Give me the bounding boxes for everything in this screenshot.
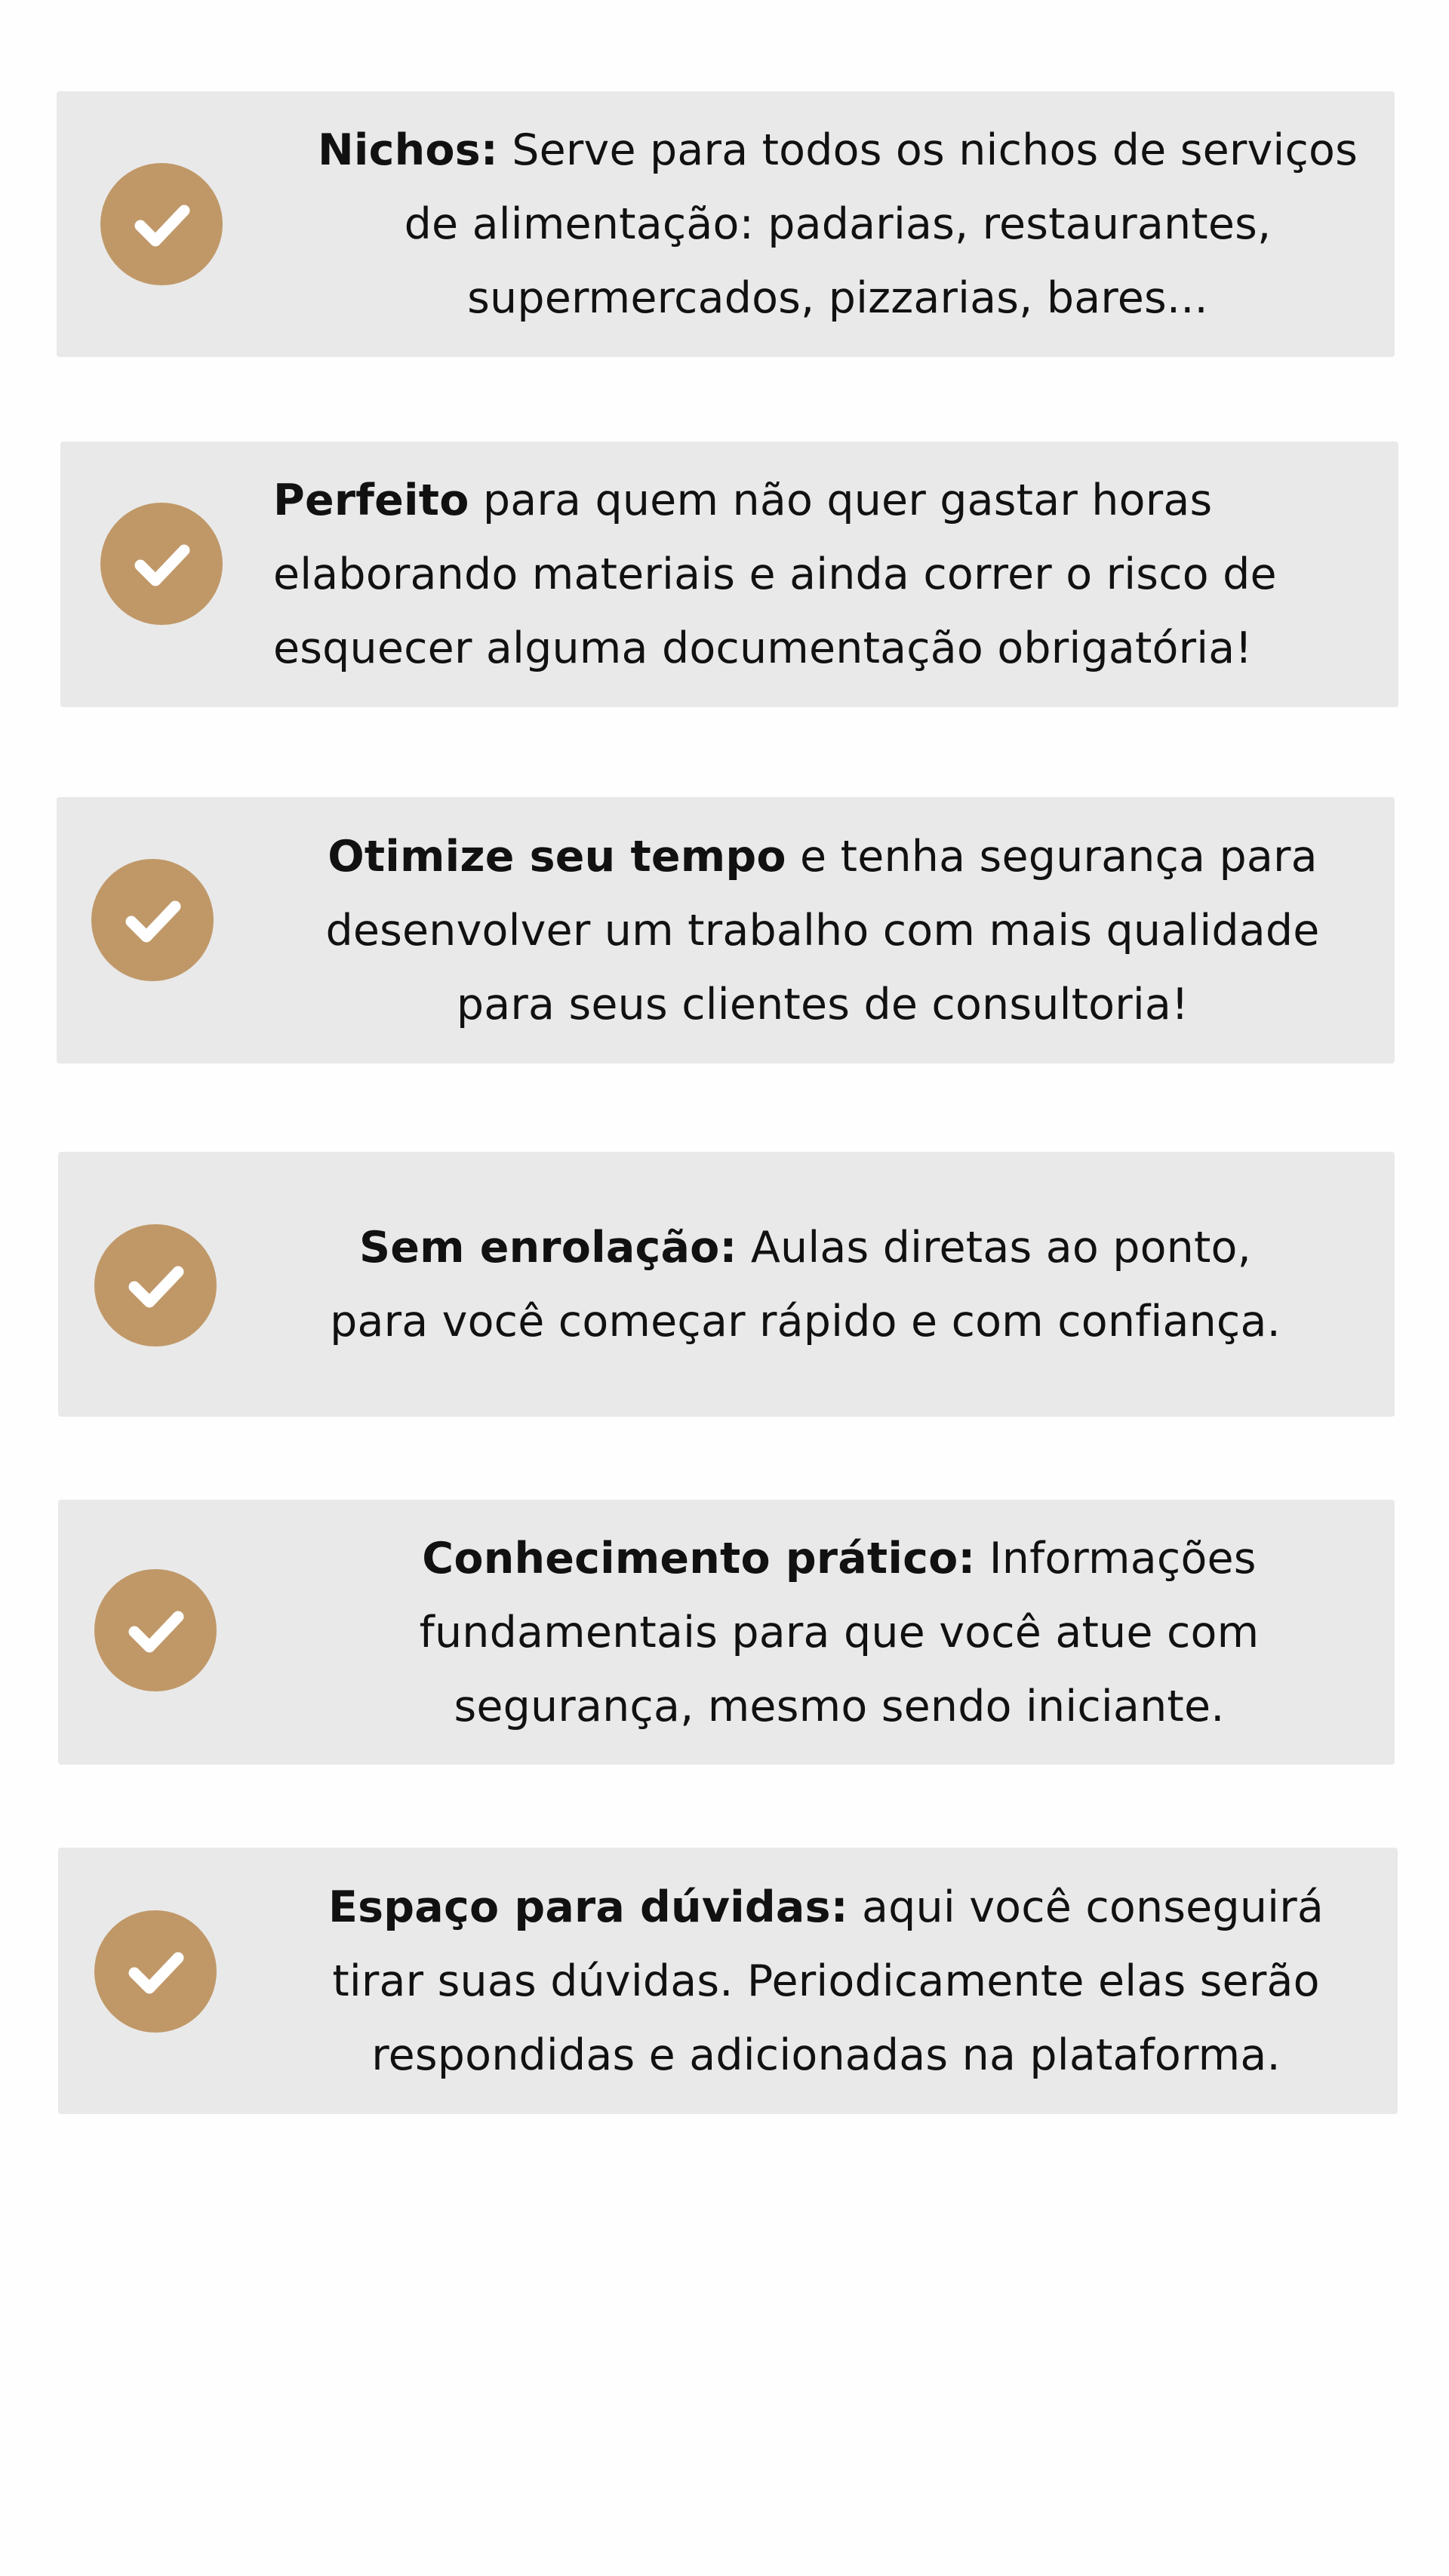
benefit-line-3: respondidas e adicionadas na plataforma. (371, 2030, 1281, 2080)
benefit-title: Perfeito (273, 475, 469, 525)
benefit-text (260, 797, 1385, 1063)
benefit-line-3: supermercados, pizzarias, bares... (467, 273, 1208, 323)
benefit-line-1: Espaço para dúvidas: aqui você conseguirá (328, 1882, 1324, 1932)
benefit-text (262, 1152, 1349, 1417)
benefit-title: Nichos: (318, 125, 498, 175)
benefit-line-2: de alimentação: padarias, restaurantes, (404, 199, 1272, 249)
benefit-line-1: Sem enrolação: Aulas diretas ao ponto, (359, 1222, 1251, 1273)
benefit-line-3: para seus clientes de consultoria! (456, 979, 1189, 1029)
benefit-title: Espaço para dúvidas: (328, 1882, 848, 1932)
benefit-line-1: Perfeito para quem não quer gastar horas (273, 475, 1213, 525)
benefit-text (300, 1500, 1379, 1765)
check-circle-icon (94, 1910, 217, 2033)
check-circle-icon (100, 503, 223, 625)
benefit-card-nichos (57, 91, 1395, 357)
check-circle-icon (91, 859, 214, 981)
benefit-line-1: Conhecimento prático: Informações (422, 1533, 1257, 1583)
benefit-card-perfeito (60, 442, 1398, 707)
benefit-card-duvidas (58, 1848, 1398, 2114)
check-circle-icon (100, 163, 223, 285)
benefit-card-sem-enrolacao (58, 1152, 1395, 1417)
check-circle-icon (94, 1224, 217, 1346)
benefit-line-1: Nichos: Serve para todos os nichos de serviços (318, 125, 1358, 175)
benefit-line-1: Otimize seu tempo e tenha segurança para (328, 831, 1318, 882)
benefit-card-otimize (57, 797, 1395, 1063)
benefit-text (257, 91, 1419, 357)
check-circle-icon (94, 1569, 217, 1691)
benefit-line-2: desenvolver um trabalho com mais qualidade (325, 905, 1320, 956)
benefit-line-2: para você começar rápido e com confiança. (330, 1296, 1281, 1346)
benefit-card-conhecimento (58, 1500, 1395, 1765)
benefit-line-2: tirar suas dúvidas. Periodicamente elas serão (332, 1956, 1320, 2006)
benefit-title: Sem enrolação: (359, 1222, 737, 1273)
benefit-line-3: esquecer alguma documentação obrigatória! (273, 623, 1253, 673)
benefit-line-3: segurança, mesmo sendo iniciante. (454, 1681, 1225, 1731)
benefit-title: Conhecimento prático: (422, 1533, 976, 1583)
benefit-text (266, 1848, 1386, 2114)
benefit-title: Otimize seu tempo (328, 831, 786, 882)
benefit-line-2: elaborando materiais e ainda correr o risco de (273, 549, 1277, 599)
benefit-line-2: fundamentais para que você atue com (419, 1607, 1260, 1657)
benefit-text (273, 442, 1375, 707)
